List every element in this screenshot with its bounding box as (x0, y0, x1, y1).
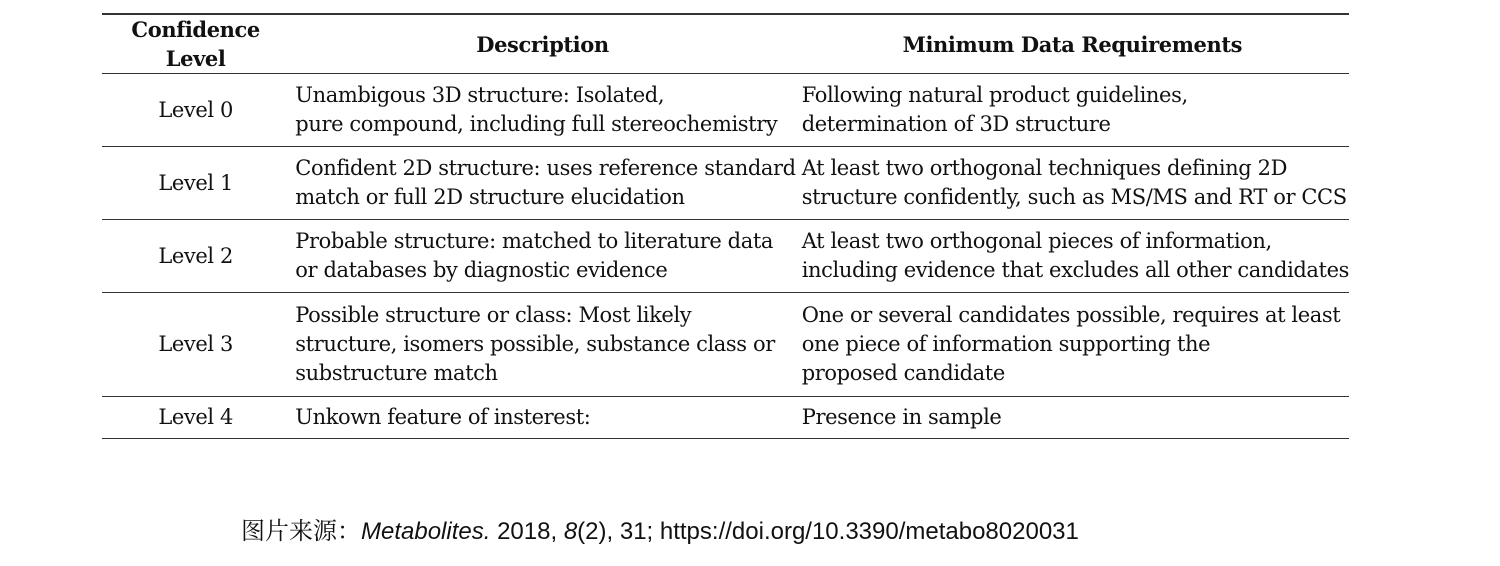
level-cell: Level 3 (158, 332, 233, 356)
requirements-cell (796, 147, 1349, 220)
description-line: match or full 2D structure elucidation (295, 185, 685, 209)
caption-year: 2018, (490, 518, 564, 545)
header-description: Description (476, 31, 609, 57)
table-row (102, 293, 1349, 397)
requirements-line: At least two orthogonal techniques defining 2D (801, 156, 1288, 180)
description-line: pure compound, including full stereochemistry (295, 112, 778, 136)
table-row (102, 74, 1349, 147)
description-line: structure, isomers possible, substance class or (295, 332, 775, 356)
description-line: Probable structure: matched to literature data (295, 229, 773, 253)
description-cell (289, 74, 795, 147)
requirements-line: including evidence that excludes all other candidates (801, 258, 1349, 282)
requirements-line: one piece of information supporting the (801, 332, 1211, 356)
caption-journal: Metabolites. (361, 518, 491, 545)
table-row (102, 147, 1349, 220)
image-source-caption (241, 513, 1079, 550)
confidence-level-table (102, 13, 1349, 439)
caption-prefix: 图片来源： (241, 517, 361, 545)
requirements-line: Presence in sample (801, 405, 1002, 429)
description-line: Confident 2D structure: uses reference standard (295, 156, 796, 180)
table-header-row (102, 14, 1349, 74)
header-minimum-data-requirements: Minimum Data Requirements (902, 31, 1243, 57)
caption-doi-link[interactable]: https://doi.org/10.3390/metabo8020031 (659, 518, 1079, 545)
requirements-line: determination of 3D structure (801, 112, 1111, 136)
requirements-line: structure confidently, such as MS/MS and RT or CCS (801, 185, 1347, 209)
confidence-table-container (102, 13, 1349, 439)
description-line: Possible structure or class: Most likely (295, 303, 692, 327)
requirements-cell (796, 220, 1349, 293)
description-line: Unkown feature of insterest: (295, 405, 591, 429)
level-cell: Level 0 (158, 97, 233, 122)
level-cell: Level 4 (158, 405, 233, 429)
level-cell: Level 2 (158, 243, 233, 268)
requirements-cell (796, 74, 1349, 147)
description-cell (289, 293, 795, 397)
caption-volume: 8 (563, 518, 578, 545)
description-line: or databases by diagnostic evidence (295, 258, 668, 282)
caption-issue-pages: (2), 31; (577, 518, 660, 545)
requirements-cell (796, 397, 1349, 439)
header-confidence-level: Confidence Level (131, 17, 260, 71)
requirements-line: At least two orthogonal pieces of information, (801, 229, 1272, 253)
description-cell (289, 397, 795, 439)
table-row (102, 220, 1349, 293)
requirements-line: One or several candidates possible, requires at least (801, 303, 1341, 327)
description-cell (289, 220, 795, 293)
description-line: substructure match (295, 361, 498, 385)
requirements-cell (796, 293, 1349, 397)
requirements-line: proposed candidate (801, 361, 1005, 385)
table-row (102, 397, 1349, 439)
description-cell (289, 147, 795, 220)
requirements-line: Following natural product guidelines, (801, 83, 1188, 107)
description-line: Unambigous 3D structure: Isolated, (295, 83, 665, 107)
level-cell: Level 1 (158, 170, 233, 195)
